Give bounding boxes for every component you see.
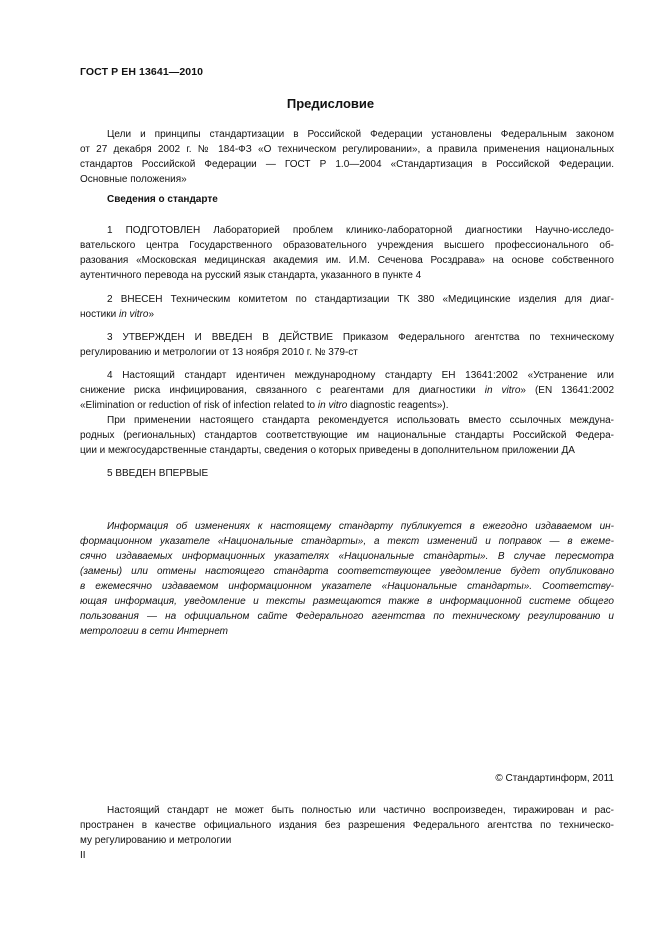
changes-notice-line: ющая информация, уведомление и тексты размещаются также в информационной системе общего xyxy=(80,596,614,607)
intro-line: от 27 декабря 2002 г. № 184-ФЗ «О техническом регулировании», а правила применения национальных xyxy=(80,144,614,155)
item-1-line: 1 ПОДГОТОВЛЕН Лабораторией проблем клинико-лабораторной диагностики Научно-исследо- xyxy=(107,225,614,236)
changes-notice-line: Информация об изменениях к настоящему стандарту публикуется в ежегодно издаваемом ин- xyxy=(107,521,614,532)
item-2-introduced-by xyxy=(80,292,614,322)
item-4-line: «Elimination or reduction of risk of infection related to in vitro diagnostic reagents»). xyxy=(80,400,449,411)
changes-notice-line: в ежемесячно издаваемом информационном указателе «Национальные стандарты». Соответству- xyxy=(80,581,614,592)
item-2-line: ностики in vitro» xyxy=(80,309,155,320)
item-1-prepared xyxy=(80,223,614,283)
item-1-line: вательского центра Государственного образовательного учреждения высшего профессионального об- xyxy=(80,240,614,251)
item-3-approved xyxy=(80,330,614,360)
preface-title: Предисловие xyxy=(286,96,375,111)
item-4-line: снижение риска инфицирования, связанного с реагентами для диагностики in vitro» (EN 13641:2002 xyxy=(80,385,615,396)
document-code: ГОСТ Р ЕН 13641—2010 xyxy=(80,66,204,78)
item-3-line: 3 УТВЕРЖДЕН И ВВЕДЕН В ДЕЙСТВИЕ Приказом Федерального агентства по техническому xyxy=(107,332,614,343)
intro-line: Цели и принципы стандартизации в Российской Федерации установлены Федеральным законом xyxy=(107,129,614,140)
changes-notice-line: формационном указателе «Национальные стандарты», а текст изменений и поправок — в ежеме- xyxy=(80,536,614,547)
reproduction-notice-line: Настоящий стандарт не может быть полностью или частично воспроизведен, тиражирован и рас- xyxy=(107,805,614,816)
reproduction-notice-line: пространен в качестве официального издания без разрешения Федерального агентства по техническо- xyxy=(80,820,614,831)
item-4-usage-line: При применении настоящего стандарта рекомендуется использовать вместо ссылочных междуна- xyxy=(107,415,614,426)
intro-line: Основные положения» xyxy=(80,174,187,185)
copyright-notice: © Стандартинформ, 2011 xyxy=(495,773,614,784)
item-2-line: 2 ВНЕСЕН Техническим комитетом по стандартизации ТК 380 «Медицинские изделия для диаг- xyxy=(107,294,614,305)
page-number: II xyxy=(80,850,86,861)
intro-line: стандартов Российской Федерации — ГОСТ Р 1.0—2004 «Стандартизация в Российской Федерации. xyxy=(80,159,614,170)
item-4-usage-line: ции и межгосударственные стандарты, сведения о которых приведены в дополнительном приложении ДА xyxy=(80,445,575,456)
item-5-first-introduced xyxy=(80,466,614,481)
standard-info-heading: Сведения о стандарте xyxy=(107,194,218,205)
item-1-line: аутентичного перевода на русский язык стандарта, указанного в пункте 4 xyxy=(80,270,422,281)
reproduction-notice-line: му регулированию и метрологии xyxy=(80,835,232,846)
item-3-line: регулированию и метрологии от 13 ноября 2010 г. № 379-ст xyxy=(80,347,358,358)
item-4-identical-standard xyxy=(80,368,614,458)
item-4-line: 4 Настоящий стандарт идентичен международному стандарту ЕН 13641:2002 «Устранение или xyxy=(107,370,614,381)
changes-notice-line: (замены) или отмены настоящего стандарта соответствующее уведомление будет опубликовано xyxy=(80,566,614,577)
preface-intro-paragraph xyxy=(80,127,614,187)
item-5-line: 5 ВВЕДЕН ВПЕРВЫЕ xyxy=(107,468,209,479)
item-1-line: разования «Московская медицинская академия им. И.М. Сеченова Росздрава» на основе собственного xyxy=(80,255,614,266)
changes-notice-line: пользования — на официальном сайте Федерального агентства по техническому регулированию и xyxy=(80,611,614,622)
changes-notice-line: метрологии в сети Интернет xyxy=(80,626,228,637)
changes-notice-line: сячно издаваемых информационных указателях «Национальные стандарты». В случае пересмотра xyxy=(80,551,614,562)
item-4-usage-line: родных (региональных) стандартов соответствующие им национальные стандарты Российской Федера- xyxy=(80,430,614,441)
reproduction-notice-paragraph xyxy=(80,803,614,848)
changes-notice-paragraph xyxy=(80,519,614,639)
